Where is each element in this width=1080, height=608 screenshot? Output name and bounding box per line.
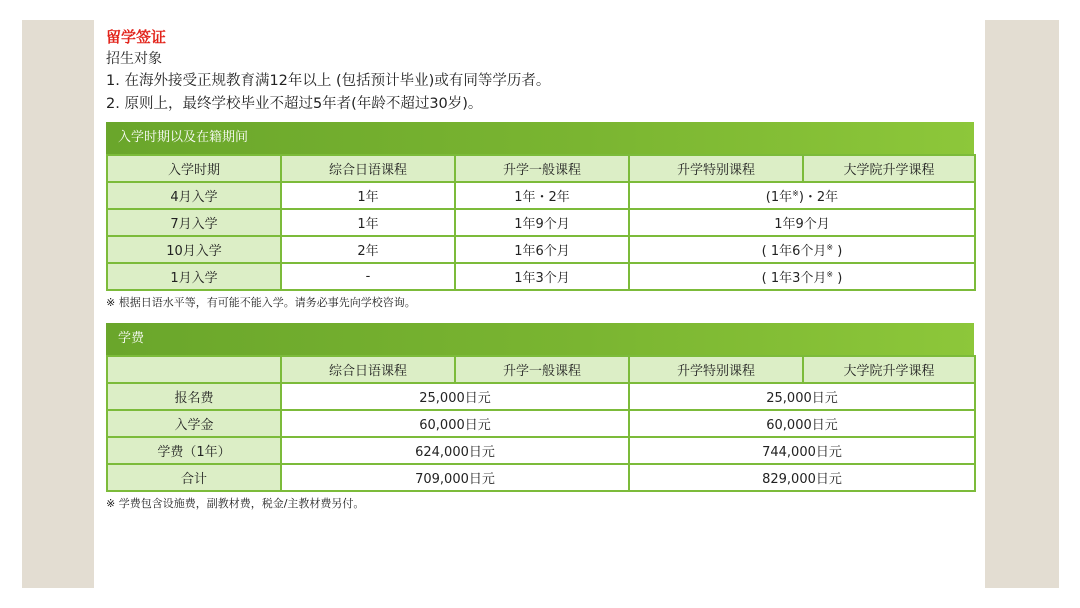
table-cell: (1年※)・2年 bbox=[629, 182, 975, 209]
fee-item-cell: 入学金 bbox=[107, 410, 281, 437]
table-cell: 1年6个月 bbox=[455, 236, 629, 263]
table-cell: 1年・2年 bbox=[455, 182, 629, 209]
header-advanced-special: 升学特别课程 bbox=[629, 356, 803, 383]
table-cell: - bbox=[281, 263, 455, 290]
table-cell: 60,000日元 bbox=[281, 410, 629, 437]
table-cell: 709,000日元 bbox=[281, 464, 629, 491]
header-general-japanese: 综合日语课程 bbox=[281, 155, 455, 182]
subheading: 招生对象 bbox=[106, 51, 162, 67]
table-row bbox=[107, 236, 975, 263]
header-advanced-general: 升学一般课程 bbox=[455, 356, 629, 383]
table-cell: 60,000日元 bbox=[629, 410, 975, 437]
fees-note: ※ 学费包含设施费，副教材费，税金/主教材费另付。 bbox=[106, 497, 365, 510]
table-cell: 1年 bbox=[281, 209, 455, 236]
table-row bbox=[107, 410, 975, 437]
left-side-panel bbox=[22, 20, 94, 588]
requirement-2: 2. 原则上，最终学校毕业不超过5年者(年龄不超过30岁)。 bbox=[106, 96, 483, 112]
table-row bbox=[107, 437, 975, 464]
term-cell: 1月入学 bbox=[107, 263, 281, 290]
document-content bbox=[106, 26, 974, 516]
right-side-panel bbox=[985, 20, 1059, 588]
fee-item-cell: 学费（1年） bbox=[107, 437, 281, 464]
header-term: 入学时期 bbox=[107, 155, 281, 182]
header-graduate-school: 大学院升学课程 bbox=[803, 356, 975, 383]
term-cell: 10月入学 bbox=[107, 236, 281, 263]
table-cell: ( 1年6个月※ ) bbox=[629, 236, 975, 263]
table-cell: 2年 bbox=[281, 236, 455, 263]
header-advanced-special: 升学特别课程 bbox=[629, 155, 803, 182]
fees-header-row bbox=[107, 356, 975, 383]
heading: 留学签证 bbox=[106, 28, 167, 46]
header-graduate-school: 大学院升学课程 bbox=[803, 155, 975, 182]
enrollment-note: ※ 根据日语水平等，有可能不能入学。请务必事先向学校咨询。 bbox=[106, 296, 416, 309]
table-row bbox=[107, 209, 975, 236]
table-row bbox=[107, 383, 975, 410]
header-general-japanese: 综合日语课程 bbox=[281, 356, 455, 383]
fees-table bbox=[106, 355, 976, 492]
fee-item-cell: 合计 bbox=[107, 464, 281, 491]
table-cell: 624,000日元 bbox=[281, 437, 629, 464]
table-cell: 1年9个月 bbox=[629, 209, 975, 236]
term-cell: 4月入学 bbox=[107, 182, 281, 209]
table-cell: 1年9个月 bbox=[455, 209, 629, 236]
fees-section-title: 学费 bbox=[106, 323, 974, 355]
enrollment-table bbox=[106, 154, 976, 291]
table-row bbox=[107, 464, 975, 491]
term-cell: 7月入学 bbox=[107, 209, 281, 236]
table-cell: ( 1年3个月※ ) bbox=[629, 263, 975, 290]
fee-item-cell: 报名费 bbox=[107, 383, 281, 410]
header-advanced-general: 升学一般课程 bbox=[455, 155, 629, 182]
enrollment-section-title: 入学时期以及在籍期间 bbox=[106, 122, 974, 154]
table-cell: 744,000日元 bbox=[629, 437, 975, 464]
table-cell: 1年 bbox=[281, 182, 455, 209]
table-row bbox=[107, 182, 975, 209]
table-cell: 829,000日元 bbox=[629, 464, 975, 491]
requirement-1: 1. 在海外接受正规教育满12年以上 (包括预计毕业)或有同等学历者。 bbox=[106, 73, 551, 89]
table-row bbox=[107, 263, 975, 290]
table-cell: 1年3个月 bbox=[455, 263, 629, 290]
table-cell: 25,000日元 bbox=[281, 383, 629, 410]
enrollment-header-row bbox=[107, 155, 975, 182]
table-cell: 25,000日元 bbox=[629, 383, 975, 410]
header-empty bbox=[107, 356, 281, 383]
